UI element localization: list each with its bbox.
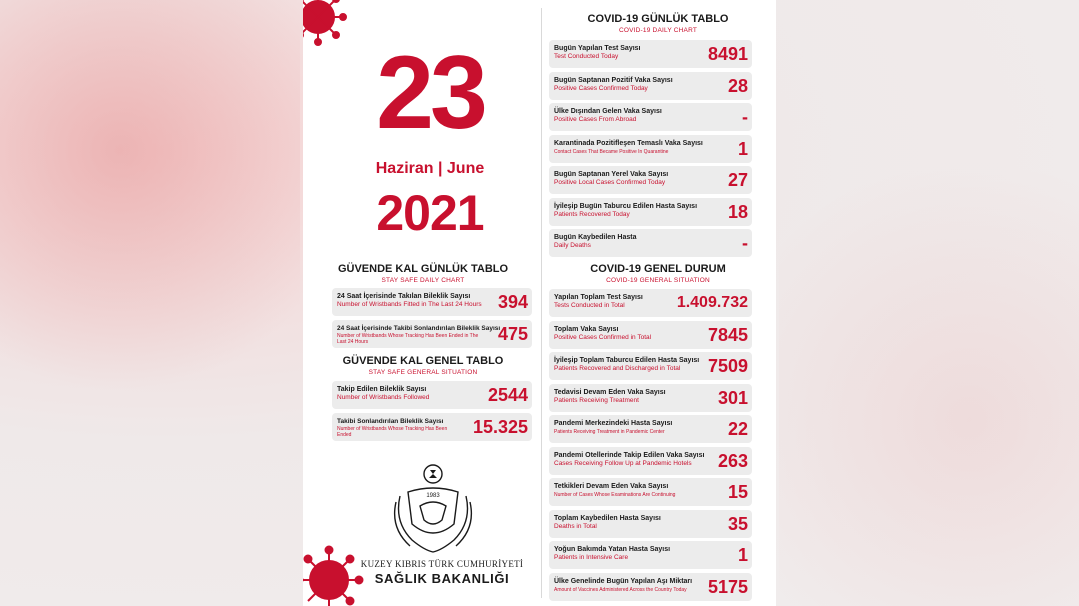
row-label-en: Number of Wristbands Followed [337,394,430,401]
row-label-tr: Toplam Kaybedilen Hasta Sayısı [554,514,661,522]
infographic-page [303,0,776,606]
row-value: 1 [737,545,748,565]
row-label-tr: Karantinada Pozitifleşen Temaslı Vaka Sayısı [554,139,703,147]
general-situation-title: COVID-19 GENEL DURUM [590,263,726,275]
row-value: 15 [727,482,748,502]
row-value: 1 [737,138,748,159]
row-label-en: Daily Deaths [554,242,591,249]
general-situation-row [549,541,752,569]
row-label-tr: Yoğun Bakımda Yatan Hasta Sayısı [554,546,671,553]
row-value: 1.409.732 [676,294,748,311]
daily-chart-row [549,72,752,100]
row-value: 301 [717,387,748,408]
row-value: - [742,233,748,253]
row-label-tr: Takip Edilen Bileklik Sayısı [337,386,427,393]
date-year: 2021 [376,185,484,241]
row-label-en: Contact Cases That Became Positive In Quarantine [554,148,669,155]
row-value: 5175 [707,576,748,597]
stay-safe-general-row-2 [332,413,532,441]
row-label-tr: Pandemi Otellerinde Takip Edilen Vaka Sayısı [554,451,705,459]
row-value: 7509 [707,356,748,376]
stay-safe-daily-row-2 [332,320,532,348]
stay-safe-daily-title: GÜVENDE KAL GÜNLÜK TABLO [337,263,509,275]
row-value: 475 [497,324,528,344]
daily-chart-row [549,198,752,226]
daily-chart-subtitle: COVID-19 DAILY CHART [618,27,698,34]
daily-chart-row [549,103,752,131]
row-label-tr: Ülke Dışından Gelen Vaka Sayısı [554,108,662,115]
row-value: 28 [727,75,748,96]
row-label-en: Number of Wristbands Fitted in The Last 24 Hours [337,301,482,308]
row-label-en: Patients in Intensive Care [554,554,629,561]
stay-safe-daily-subtitle: STAY SAFE DAILY CHART [381,277,465,284]
column-divider [541,8,542,598]
row-label-tr: Pandemi Merkezindeki Hasta Sayısı [554,420,673,427]
row-label-en: Cases Receiving Follow Up at Pandemic Hotels [554,459,692,467]
general-situation-row [549,573,752,601]
left-column [303,0,539,606]
general-situation-row [549,447,752,475]
row-label-tr: Bugün Kaybedilen Hasta [554,234,637,241]
daily-chart-row [549,135,752,163]
row-label-en: Patients Receiving Treatment in Pandemic Center [554,429,665,435]
row-value: - [742,107,748,127]
row-label-en: Patients Recovered and Discharged in Total [554,365,681,372]
row-label-tr: Bugün Saptanan Yerel Vaka Sayısı [554,171,669,178]
row-label-tr: 24 Saat İçerisinde Takibi Sonlandırılan Bileklik Sayısı [337,325,501,332]
row-label-tr: Bugün Saptanan Pozitif Vaka Sayısı [554,76,673,84]
general-situation-subtitle: COVID-19 GENERAL SITUATION [606,277,710,284]
row-value: 8491 [707,44,748,64]
row-label-en: Patients Receiving Treatment [554,396,639,404]
daily-chart-row [549,166,752,194]
background-right-blur [779,0,1079,606]
general-situation-row [549,510,752,538]
row-value: 2544 [487,385,528,405]
row-label-tr: İyileşip Toplam Taburcu Edilen Hasta Sayısı [554,357,700,364]
general-situation-row [549,289,752,317]
row-value: 27 [727,170,748,190]
row-label-en: Deaths in Total [554,522,597,530]
row-label-en: Number of Wristbands Whose Tracking Has Been Ended [337,426,448,438]
row-value: 35 [727,513,748,534]
row-label-tr: İyileşip Bugün Taburcu Edilen Hasta Sayısı [554,202,698,210]
ministry-emblem-icon [388,462,478,558]
general-situation-row [549,478,752,506]
general-situation-row [549,352,752,380]
row-label-tr: Tetkikleri Devam Eden Vaka Sayısı [554,483,669,490]
row-label-en: Amount of Vaccines Administered Across the Country Today [554,586,687,593]
row-label-tr: 24 Saat İçerisinde Takılan Bileklik Sayısı [337,293,471,300]
ministry-name-line2: SAĞLIK BAKANLIĞI [374,571,510,586]
date-month: Haziran | June [375,160,485,177]
general-situation-row [549,415,752,443]
row-label-en: Positive Cases From Abroad [554,116,637,123]
row-value: 22 [727,419,748,439]
row-label-tr: Takibi Sonlandırılan Bileklik Sayısı [337,418,444,425]
daily-chart-row [549,40,752,68]
emblem-year: 1983 [426,493,440,499]
row-label-tr: Tedavisi Devam Eden Vaka Sayısı [554,388,666,396]
background-left-blur [0,0,300,606]
row-label-en: Test Conducted Today [554,53,619,60]
row-value: 15.325 [472,417,528,437]
general-situation-row [549,384,752,412]
ministry-name-line1: KUZEY KIBRIS TÜRK CUMHURİYETİ [360,559,524,569]
row-label-tr: Toplam Vaka Sayısı [554,325,619,333]
row-label-en: Positive Cases Confirmed Today [554,84,648,92]
date-day: 23 [376,35,484,151]
row-value: 394 [497,292,528,312]
row-value: 7845 [707,324,748,345]
stay-safe-general-row-1 [332,381,532,409]
row-label-en: Tests Conducted in Total [554,302,625,309]
row-value: 263 [717,450,748,471]
row-label-en: Number of Cases Whose Examinations Are Continuing [554,492,676,498]
row-label-tr: Bugün Yapılan Test Sayısı [554,45,641,52]
daily-chart-row [549,229,752,257]
row-label-tr: Ülke Genelinde Bugün Yapılan Aşı Miktarı [554,577,693,585]
row-label-en: Number of Wristbands Whose Tracking Has Been Ended in The Last 24 Hours [337,333,479,345]
row-label-tr: Yapılan Toplam Test Sayısı [554,294,643,301]
row-label-en: Positive Local Cases Confirmed Today [554,179,666,186]
stay-safe-daily-row-1 [332,288,532,316]
daily-chart-title: COVID-19 GÜNLÜK TABLO [587,13,729,25]
right-column [543,0,776,606]
row-label-en: Patients Recovered Today [554,210,630,218]
general-situation-row [549,321,752,349]
stay-safe-general-subtitle: STAY SAFE GENERAL SITUATION [368,369,478,376]
row-label-en: Positive Cases Confirmed in Total [554,333,652,341]
row-value: 18 [727,201,748,222]
stay-safe-general-title: GÜVENDE KAL GENEL TABLO [342,355,504,367]
